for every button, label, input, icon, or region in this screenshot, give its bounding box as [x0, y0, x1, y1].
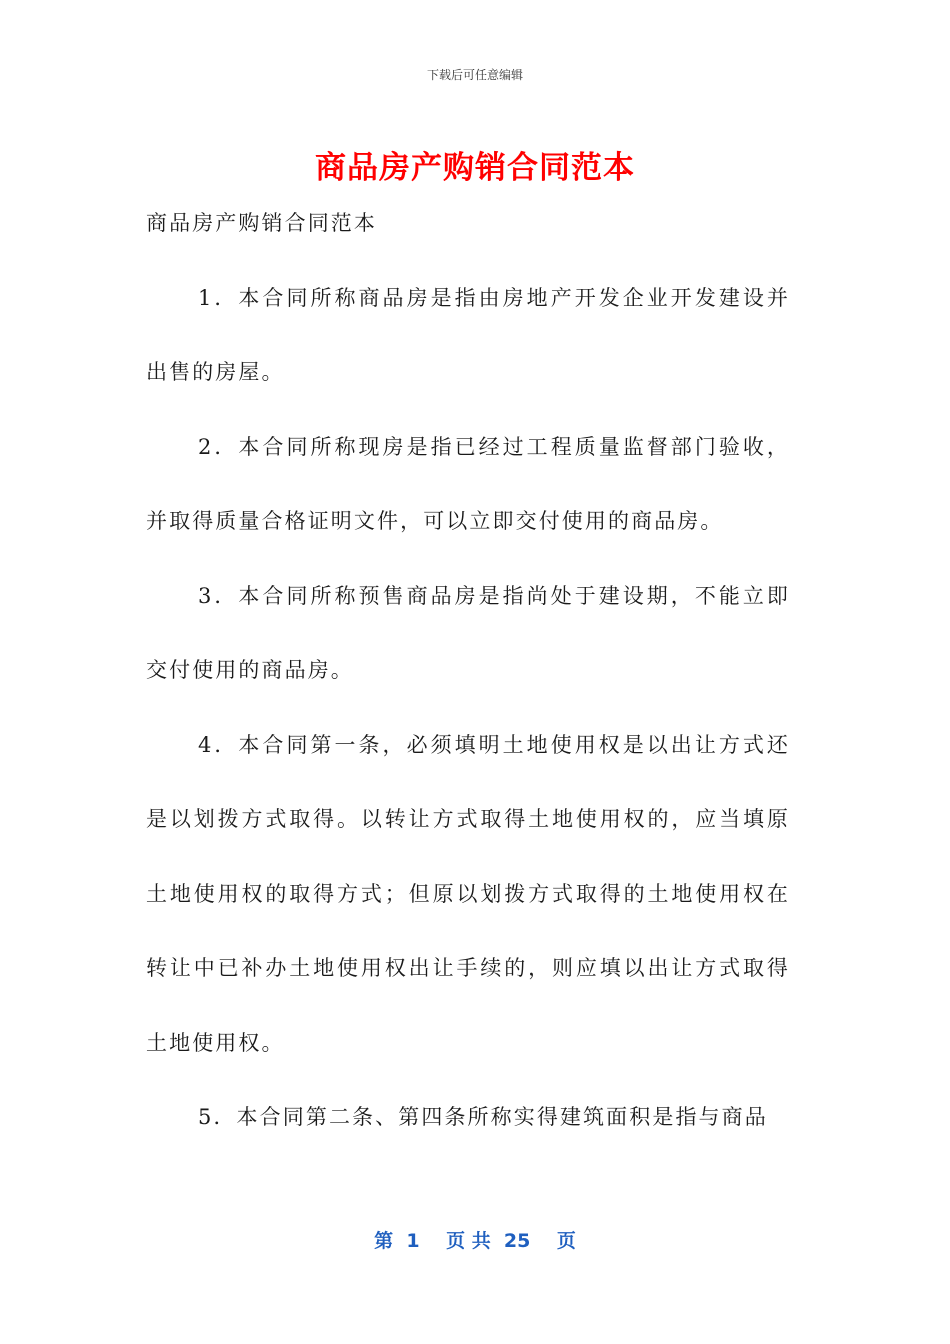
paragraph-2: 2．本合同所称现房是指已经过工程质量监督部门验收，并取得质量合格证明文件，可以立即交付使用的商品房。	[146, 434, 790, 533]
header-note: 下载后可任意编辑	[426, 68, 523, 82]
paragraph-3: 3．本合同所称预售商品房是指尚处于建设期，不能立即交付使用的商品房。	[146, 583, 790, 682]
page-number-footer: 第 1 页 共 25 页	[374, 1230, 576, 1252]
document-subtitle: 商品房产购销合同范本	[146, 211, 377, 235]
paragraph-1: 1．本合同所称商品房是指由房地产开发企业开发建设并出售的房屋。	[146, 285, 790, 384]
document-title: 商品房产购销合同范本	[315, 150, 635, 186]
paragraph-4: 4．本合同第一条，必须填明土地使用权是以出让方式还是以划拨方式取得。以转让方式取得土地使用权的，应当填原土地使用权的取得方式；但原以划拨方式取得的土地使用权在转让中已补办土地使用权出让手续的，则应填以出让方式取得土地使用权。	[146, 732, 790, 1055]
paragraph-5: 5．本合同第二条、第四条所称实得建筑面积是指与商品	[198, 1105, 768, 1129]
document-body	[146, 186, 790, 1155]
